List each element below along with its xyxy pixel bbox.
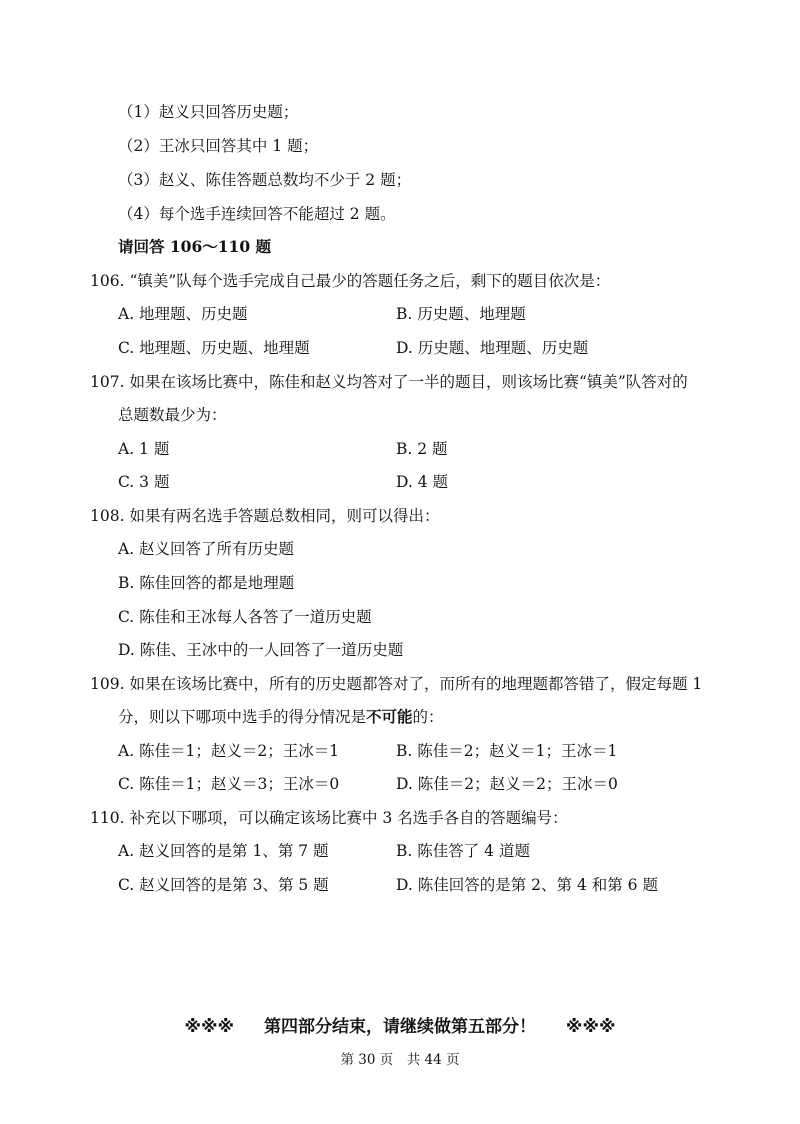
question-108-option-b: B. 陈佳回答的都是地理题 bbox=[118, 574, 295, 592]
question-108-option-a: A. 赵义回答了所有历史题 bbox=[118, 540, 295, 558]
condition-4: （4）每个选手连续回答不能超过 2 题。 bbox=[118, 205, 396, 223]
question-109-option-c: C. 陈佳＝1；赵义＝3；王冰＝0 bbox=[118, 775, 340, 793]
question-108-option-c: C. 陈佳和王冰每人各答了一道历史题 bbox=[118, 608, 372, 626]
question-109-option-d: D. 陈佳＝2；赵义＝2；王冰＝0 bbox=[396, 775, 618, 793]
question-108-option-d: D. 陈佳、王冰中的一人回答了一道历史题 bbox=[118, 641, 404, 659]
decorative-marks-right: ※※※ bbox=[565, 1017, 616, 1037]
question-106-option-d: D. 历史题、地理题、历史题 bbox=[396, 339, 589, 357]
question-107-stem: 107. 如果在该场比赛中，陈佳和赵义均答对了一半的题目，则该场比赛“镇美”队答对的 bbox=[90, 373, 688, 391]
question-106-option-a: A. 地理题、历史题 bbox=[118, 305, 248, 323]
question-109-option-b: B. 陈佳＝2；赵义＝1；王冰＝1 bbox=[396, 742, 618, 760]
section-end-banner bbox=[0, 1012, 800, 1037]
question-107-option-d: D. 4 题 bbox=[396, 473, 449, 491]
question-110-option-c: C. 赵义回答的是第 3、第 5 题 bbox=[118, 876, 329, 894]
question-108-stem: 108. 如果有两名选手答题总数相同，则可以得出： bbox=[90, 507, 440, 525]
question-109-stem-suffix: 的： bbox=[412, 708, 444, 726]
question-109-emphasis: 不可能 bbox=[366, 707, 413, 726]
decorative-marks-left: ※※※ bbox=[184, 1017, 235, 1037]
section-end-message: 第四部分结束，请继续做第五部分！ bbox=[264, 1017, 536, 1037]
question-106-option-b: B. 历史题、地理题 bbox=[396, 305, 526, 323]
question-106-stem: 106. “镇美”队每个选手完成自己最少的答题任务之后，剩下的题目依次是： bbox=[90, 272, 611, 290]
question-110-stem: 110. 补充以下哪项，可以确定该场比赛中 3 名选手各自的答题编号： bbox=[90, 809, 568, 827]
question-107-stem-continued: 总题数最少为： bbox=[118, 406, 227, 424]
condition-3: （3）赵义、陈佳答题总数均不少于 2 题； bbox=[118, 171, 412, 189]
question-110-option-b: B. 陈佳答了 4 道题 bbox=[396, 842, 530, 860]
question-109-stem-prefix: 分，则以下哪项中选手的得分情况是 bbox=[118, 708, 367, 726]
question-107-option-a: A. 1 题 bbox=[118, 440, 170, 458]
condition-2: （2）王冰只回答其中 1 题； bbox=[118, 137, 319, 155]
condition-1: （1）赵义只回答历史题； bbox=[118, 103, 299, 121]
question-110-option-a: A. 赵义回答的是第 1、第 7 题 bbox=[118, 842, 329, 860]
question-109-stem-continued bbox=[118, 706, 444, 728]
question-107-option-b: B. 2 题 bbox=[396, 440, 448, 458]
question-110-option-d: D. 陈佳回答的是第 2、第 4 和第 6 题 bbox=[396, 876, 658, 894]
page-number: 第 30 页 共 44 页 bbox=[340, 1052, 460, 1068]
question-106-option-c: C. 地理题、历史题、地理题 bbox=[118, 339, 310, 357]
instruction: 请回答 106～110 题 bbox=[118, 237, 272, 256]
question-107-option-c: C. 3 题 bbox=[118, 473, 170, 491]
question-109-stem: 109. 如果在该场比赛中，所有的历史题都答对了，而所有的地理题都答错了，假定每题 1 bbox=[90, 675, 703, 693]
question-109-option-a: A. 陈佳＝1；赵义＝2；王冰＝1 bbox=[118, 742, 340, 760]
